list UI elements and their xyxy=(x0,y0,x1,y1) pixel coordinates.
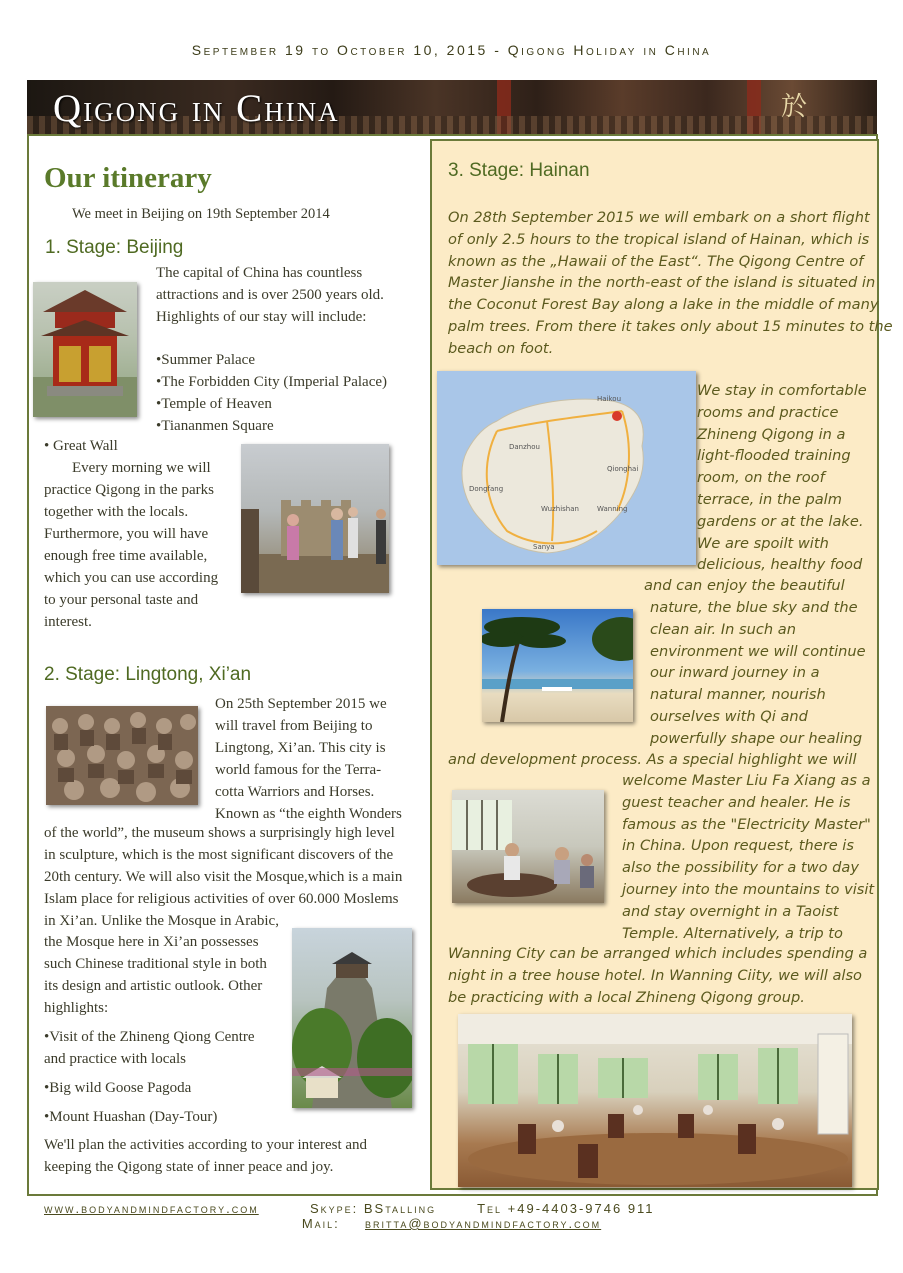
map-label: Wuzhishan xyxy=(541,505,579,513)
list-item-great-wall: • Great Wall xyxy=(44,438,118,454)
itinerary-title: Our itinerary xyxy=(44,162,212,194)
map-label: Dongfang xyxy=(469,485,504,493)
hainan-nature-text: nature, the blue sky and the clean air. In such an environment we will continue our inward journey in a natural manner, nourish ourselves with Qi and powerfully shape our healing xyxy=(650,599,866,747)
xian-paragraph-narrow: the Mosque here in Xi’an possesses such Chinese traditional style in both its design and artistic outlook. Other highlights: xyxy=(44,934,267,1016)
wanning-text: Wanning City can be arranged which includes spending a night in a tree house hotel. In Wanning Ciity, we will also be practicing with a local Zhineng Qigong group. xyxy=(448,945,868,1006)
list-item: •The Forbidden City (Imperial Palace) xyxy=(156,374,388,390)
hainan-map xyxy=(437,371,696,565)
list-item: •Mount Huashan (Day-Tour) xyxy=(44,1109,218,1125)
list-item: and practice with locals xyxy=(44,1051,187,1067)
hainan-intro: On 28th September 2015 we will embark on a short flight of only 2.5 hours to the tropical island of Hainan, which is known as the „Hawaii of the East“. The Qigong Centre of Master Jianshe in the north-east of the island is situated in the Coconut Forest Bay along a lake in the middle of many palm trees. From there it takes only about 15 minutes to the beach on foot. xyxy=(448,209,893,357)
training-room-panorama xyxy=(458,1014,852,1187)
beijing-heading: 1. Stage: Beijing xyxy=(45,237,184,258)
pagoda-photo xyxy=(33,282,137,417)
map-label: Danzhou xyxy=(509,443,540,451)
hainan-nature-first-line: and can enjoy the beautiful xyxy=(644,577,845,594)
dining-room-photo xyxy=(452,790,604,903)
xian-closing: We'll plan the activities according to your interest and keeping the Qigong state of inner peace and joy. xyxy=(44,1137,368,1175)
map-label: Haikou xyxy=(597,395,622,403)
list-item: •Summer Palace xyxy=(156,352,255,368)
hainan-development-line: and development process. As a special highlight we will xyxy=(448,751,857,768)
footer-contact-line xyxy=(44,1201,874,1216)
hainan-heading: 3. Stage: Hainan xyxy=(448,160,590,181)
skype-contact: Skype: BStalling xyxy=(309,1201,437,1216)
list-item: •Visit of the Zhineng Qiong Centre xyxy=(44,1029,255,1045)
map-label: Wanning xyxy=(597,505,628,513)
terracotta-warriors-photo xyxy=(46,706,198,805)
list-item: •Tiananmen Square xyxy=(156,418,274,434)
beijing-paragraph: Every morning we will practice Qigong in the parks together with the locals. Furthermore, you will have enough free time available, which you can use according to your personal taste and interest. xyxy=(44,460,219,630)
map-label: Qionghai xyxy=(607,465,639,473)
master-liu-text: welcome Master Liu Fa Xiang as a guest teacher and healer. He is famous as the "Electricity Master" in China. Upon request, there is also the possibility for a two day journey into the mountains to visit and stay overnight in a Taoist Temple. Alternatively, a trip to xyxy=(622,772,875,942)
xian-paragraph-wide: of the world”, the museum shows a surprisingly high level in sculpture, which is the most significant discovers of the 20th century. We will also visit the Mosque,which is a main Islam place for religious activities of over 60.000 Moslems in Xi’an. Unlike the Mosque in Arabic, xyxy=(44,825,403,929)
website-link[interactable]: www.bodyandmindfactory.com xyxy=(44,1201,259,1216)
header-line: September 19 to October 10, 2015 - Qigong Holiday in China xyxy=(191,42,712,58)
mount-huashan-photo xyxy=(292,928,412,1108)
title-banner xyxy=(27,80,877,134)
intro-text: We meet in Beijing on 19th September 2014 xyxy=(72,206,330,222)
xian-heading: 2. Stage: Lingtong, Xi’an xyxy=(44,664,252,685)
banner-chinese-glyph: 於 xyxy=(780,92,807,122)
great-wall-photo xyxy=(241,444,389,593)
beijing-intro: The capital of China has countless attractions and is over 2500 years old. Highlights of our stay will include: xyxy=(156,265,384,325)
hainan-stay-text: We stay in comfortable rooms and practice Zhineng Qigong in a light-flooded training room, on the roof terrace, in the palm gardens or at the lake. We are spoilt with delicious, healthy food xyxy=(697,382,867,574)
list-item: •Temple of Heaven xyxy=(156,396,272,412)
xian-intro-narrow: On 25th September 2015 we will travel from Beijing to Lingtong, Xi’an. This city is world famous for the Terra- cotta Warriors and Horses. Known as “the eighth Wonders xyxy=(215,696,402,822)
telephone-contact: Tel +49-4403-9746 911 xyxy=(477,1201,655,1216)
xian-highlights-list xyxy=(44,1026,255,1128)
beach-photo xyxy=(482,609,633,722)
map-label: Sanya xyxy=(533,543,555,551)
footer-mail-line xyxy=(0,1216,903,1231)
mail-label: Mail: xyxy=(301,1216,340,1231)
beijing-highlights-list xyxy=(156,349,387,437)
list-item: •Big wild Goose Pagoda xyxy=(44,1080,192,1096)
email-link[interactable]: britta@bodyandmindfactory.com xyxy=(365,1216,602,1231)
banner-title: Qigong in China xyxy=(53,87,340,130)
